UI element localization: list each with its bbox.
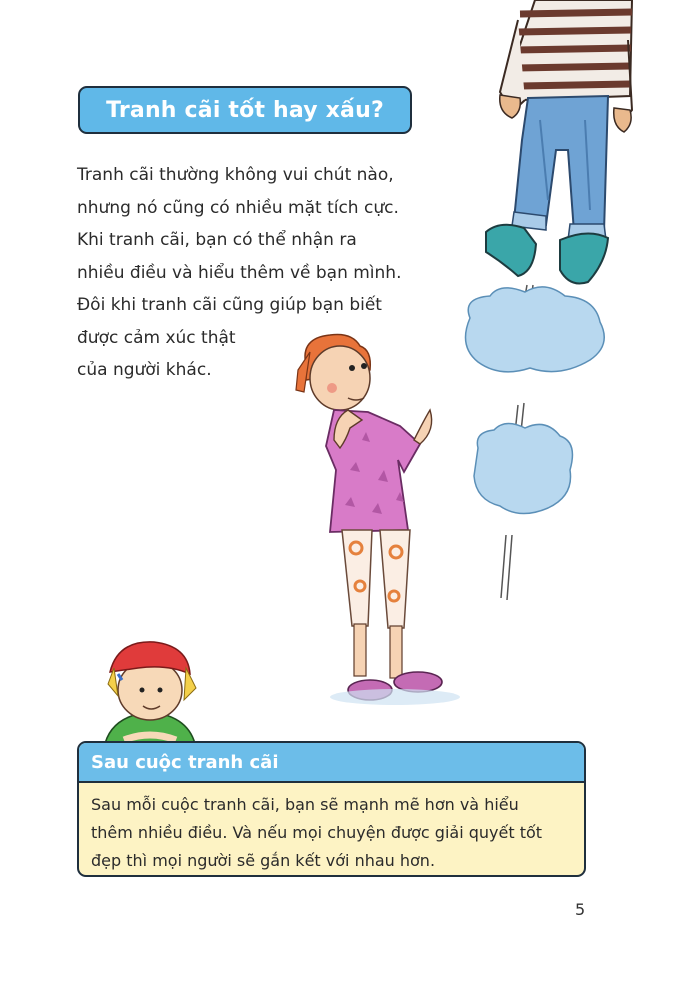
info-box-header [79, 743, 584, 783]
info-box-line: thêm nhiều điều. Và nếu mọi chuyện được giải quyết tốt [91, 823, 543, 842]
info-box-line: đẹp thì mọi người sẽ gắn kết với nhau hơn. [91, 851, 436, 870]
info-box-heading: Sau cuộc tranh cãi [91, 751, 279, 773]
body-line: nhiều điều và hiểu thêm về bạn mình. [77, 262, 402, 283]
body-line: của người khác. [77, 360, 212, 380]
body-line: Khi tranh cãi, bạn có thể nhận ra [77, 230, 357, 250]
body-line: Tranh cãi thường không vui chút nào, [77, 165, 394, 185]
page-title: Tranh cãi tốt hay xấu? [106, 97, 384, 123]
jumping-boy-illustration [466, 0, 633, 600]
page-number: 5 [575, 900, 586, 919]
boy-with-cap-illustration [104, 642, 196, 748]
body-line: được cảm xúc thật [77, 327, 236, 348]
info-box-body [79, 783, 584, 875]
body-line: nhưng nó cũng có nhiều mặt tích cực. [77, 197, 399, 218]
body-line: Đôi khi tranh cãi cũng giúp bạn biết [77, 295, 382, 315]
info-box-line: Sau mỗi cuộc tranh cãi, bạn sẽ mạnh mẽ hơn và hiểu [91, 795, 519, 814]
thinking-girl-illustration [296, 334, 460, 705]
info-box [77, 741, 586, 877]
